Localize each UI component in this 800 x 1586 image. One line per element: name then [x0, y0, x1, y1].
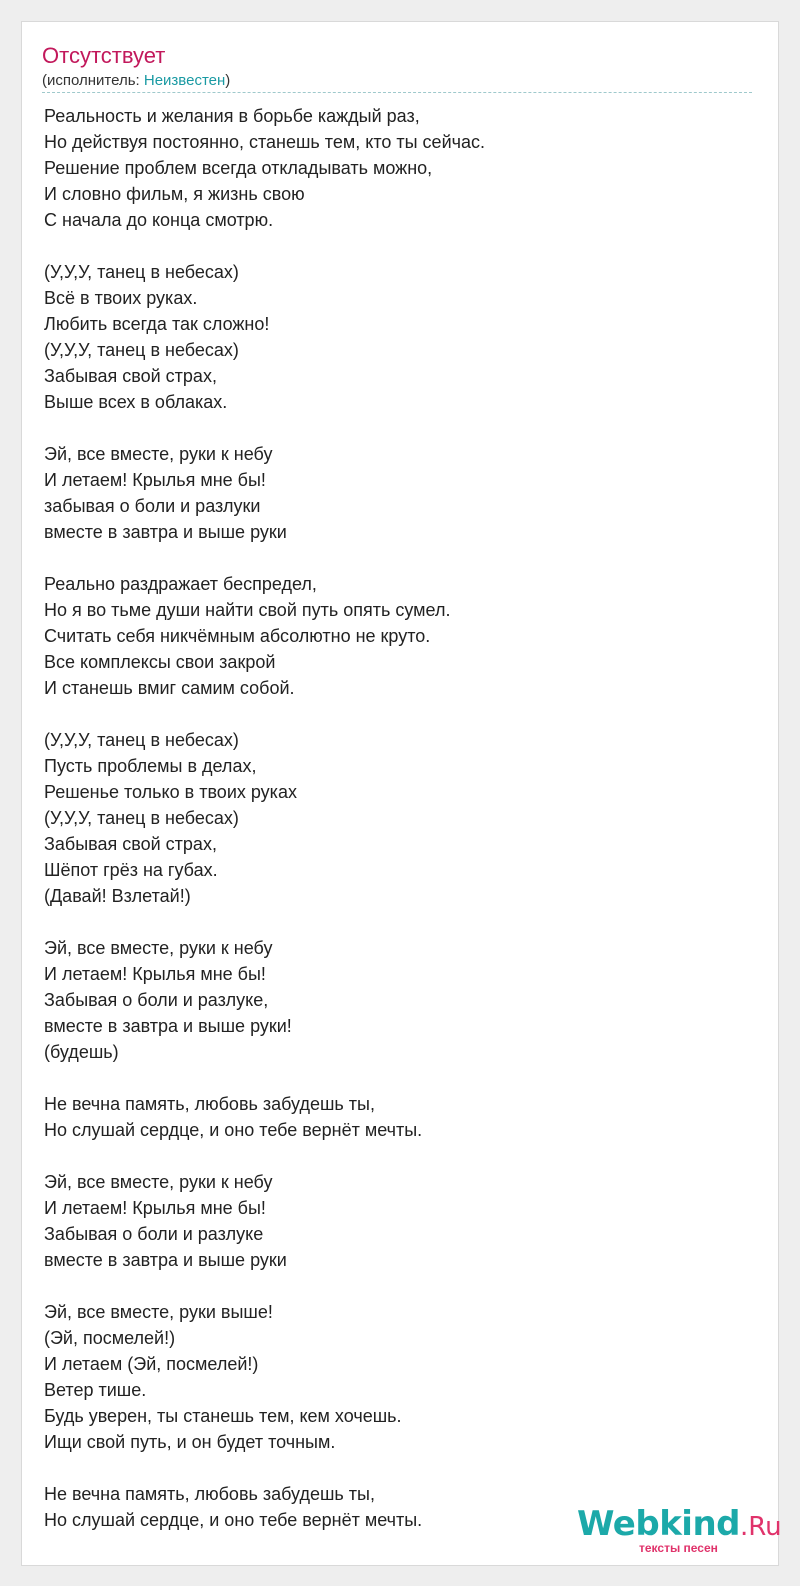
lyric-line: Эй, все вместе, руки выше!	[44, 1302, 273, 1322]
lyric-line: Эй, все вместе, руки к небу	[44, 1172, 273, 1192]
lyric-line: Реальность и желания в борьбе каждый раз,	[44, 106, 420, 126]
lyrics-stanza	[44, 441, 744, 545]
lyric-line: Забывая о боли и разлуке,	[44, 990, 269, 1010]
lyric-line: Любить всегда так сложно!	[44, 314, 270, 334]
lyric-line: (Эй, посмелей!)	[44, 1328, 176, 1348]
lyric-line: (У,У,У, танец в небесах)	[44, 730, 239, 750]
lyric-line: И станешь вмиг самим собой.	[44, 678, 295, 698]
lyrics-stanza	[44, 935, 744, 1065]
lyric-line: Выше всех в облаках.	[44, 392, 228, 412]
lyric-line: Но слушай сердце, и оно тебе вернёт мечты.	[44, 1510, 423, 1530]
lyric-line: (будешь)	[44, 1042, 119, 1062]
lyrics-stanza	[44, 727, 744, 909]
lyric-line: вместе в завтра и выше руки	[44, 1250, 287, 1270]
artist-line	[42, 72, 230, 90]
lyric-line: Эй, все вместе, руки к небу	[44, 444, 273, 464]
lyric-line: (У,У,У, танец в небесах)	[44, 340, 239, 360]
lyric-line: Все комплексы свои закрой	[44, 652, 276, 672]
artist-link[interactable]: Неизвестен	[143, 72, 226, 89]
lyrics-stanza	[44, 571, 744, 701]
lyrics-stanza	[44, 103, 744, 233]
lyric-line: Пусть проблемы в делах,	[44, 756, 257, 776]
lyric-line: Но я во тьме души найти свой путь опять сумел.	[44, 600, 451, 620]
artist-prefix: (исполнитель:	[42, 72, 144, 89]
lyric-line: И летаем! Крылья мне бы!	[44, 470, 266, 490]
artist-suffix: )	[225, 72, 231, 89]
logo-name: Webkind	[577, 1504, 740, 1544]
watermark	[577, 1504, 782, 1564]
lyric-line: И летаем! Крылья мне бы!	[44, 964, 266, 984]
lyric-line: Но слушай сердце, и оно тебе вернёт мечты.	[44, 1120, 423, 1140]
lyric-line: (У,У,У, танец в небесах)	[44, 262, 239, 282]
lyric-line: Будь уверен, ты станешь тем, кем хочешь.	[44, 1406, 402, 1426]
logo-suffix: .Ru	[740, 1512, 782, 1542]
lyric-line: Решенье только в твоих руках	[44, 782, 297, 802]
lyric-line: (У,У,У, танец в небесах)	[44, 808, 239, 828]
lyric-line: Не вечна память, любовь забудешь ты,	[44, 1094, 375, 1114]
lyric-line: забывая о боли и разлуки	[44, 496, 261, 516]
lyric-line: вместе в завтра и выше руки	[44, 522, 287, 542]
lyrics-body	[44, 103, 744, 1559]
lyric-line: И словно фильм, я жизнь свою	[44, 184, 305, 204]
lyric-line: И летаем! Крылья мне бы!	[44, 1198, 266, 1218]
lyric-line: Решение проблем всегда откладывать можно,	[44, 158, 433, 178]
lyric-line: Реально раздражает беспредел,	[44, 574, 317, 594]
lyrics-stanza	[44, 259, 744, 415]
lyric-line: Считать себя никчёмным абсолютно не круто.	[44, 626, 431, 646]
lyric-line: Ветер тише.	[44, 1380, 147, 1400]
song-title: Отсутствует	[42, 43, 166, 68]
lyric-line: Но действуя постоянно, станешь тем, кто ты сейчас.	[44, 132, 486, 152]
lyric-line: Не вечна память, любовь забудешь ты,	[44, 1484, 375, 1504]
lyrics-card	[21, 21, 782, 1566]
lyric-line: (Давай! Взлетай!)	[44, 886, 191, 906]
lyric-line: Забывая свой страх,	[44, 834, 217, 854]
lyric-line: Забывая свой страх,	[44, 366, 217, 386]
lyrics-stanza	[44, 1091, 744, 1143]
lyric-line: С начала до конца смотрю.	[44, 210, 274, 230]
lyrics-stanza	[44, 1169, 744, 1273]
lyric-line: И летаем (Эй, посмелей!)	[44, 1354, 259, 1374]
lyric-line: Ищи свой путь, и он будет точным.	[44, 1432, 336, 1452]
header-divider	[42, 92, 752, 93]
lyric-line: Всё в твоих руках.	[44, 288, 198, 308]
lyrics-stanza	[44, 1299, 744, 1455]
lyric-line: Забывая о боли и разлуке	[44, 1224, 264, 1244]
logo-tagline: тексты песен	[639, 1541, 718, 1555]
lyric-line: Шёпот грёз на губах.	[44, 860, 218, 880]
lyric-line: вместе в завтра и выше руки!	[44, 1016, 292, 1036]
lyric-line: Эй, все вместе, руки к небу	[44, 938, 273, 958]
